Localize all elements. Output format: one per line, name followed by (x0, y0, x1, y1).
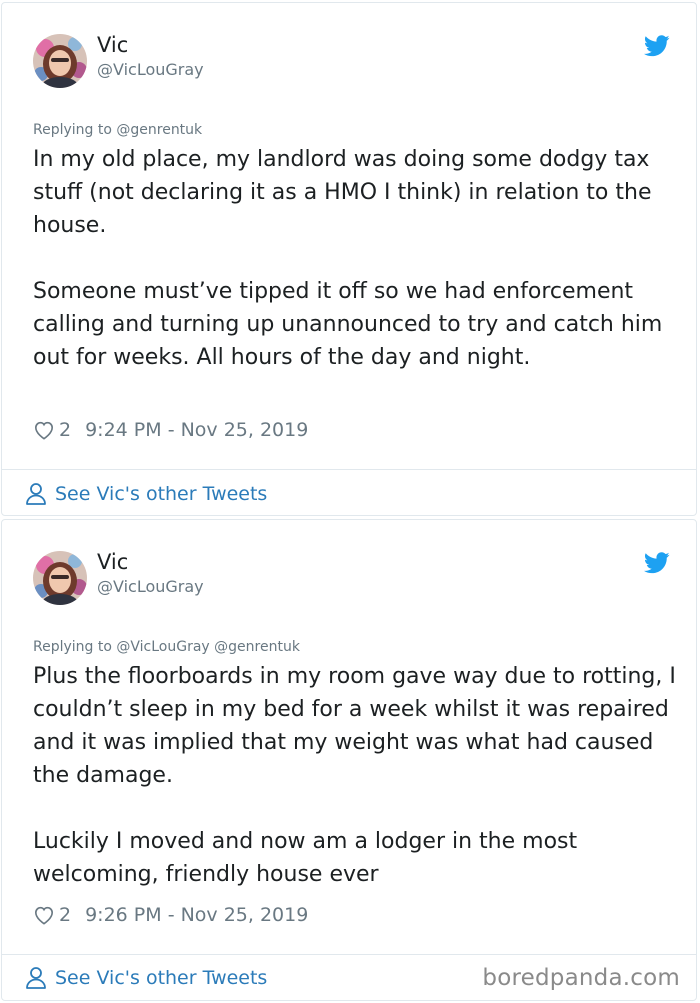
heart-icon[interactable] (33, 905, 55, 925)
author-name[interactable]: Vic (97, 33, 129, 57)
see-other-tweets-link[interactable] (25, 966, 267, 990)
watermark: boredpanda.com (482, 965, 680, 991)
tweet-text: In my old place, my landlord was doing some dodgy tax stuff (not declaring it as a HMO I think) in relation to the house. Someone must’ve tipped it off so we had enforcement calling and turning up unannounced to try and catch him out for weeks. All hours of the day and night. (33, 147, 663, 370)
person-icon (25, 966, 47, 990)
divider (2, 954, 696, 955)
twitter-bird-icon[interactable] (644, 552, 670, 574)
see-other-tweets-link[interactable] (25, 482, 267, 506)
twitter-bird-icon[interactable] (644, 35, 670, 57)
timestamp[interactable]: 9:24 PM - Nov 25, 2019 (85, 419, 309, 441)
timestamp[interactable]: 9:26 PM - Nov 25, 2019 (85, 904, 309, 926)
author-handle[interactable]: @VicLouGray (97, 577, 204, 596)
author-handle[interactable]: @VicLouGray (97, 60, 204, 79)
divider (2, 469, 696, 470)
person-icon (25, 482, 47, 506)
tweet-meta (33, 903, 308, 927)
see-other-tweets-label: See Vic's other Tweets (55, 483, 268, 505)
tweet-card (1, 519, 697, 1001)
tweet-text: Plus the floorboards in my room gave way due to rotting, I couldn’t sleep in my bed for a week whilst it was repaired and it was implied that my weight was what had caused the damage. Luckily I moved and now am a lodger in the most welcoming, friendly house ever (33, 664, 676, 887)
avatar[interactable] (33, 551, 87, 605)
tweet-card (1, 2, 697, 516)
replying-to[interactable]: Replying to @VicLouGray @genrentuk (33, 639, 300, 655)
see-other-tweets-label: See Vic's other Tweets (55, 967, 268, 989)
replying-to[interactable]: Replying to @genrentuk (33, 122, 203, 138)
author-name[interactable]: Vic (97, 550, 129, 574)
like-count[interactable]: 2 (59, 904, 72, 926)
avatar[interactable] (33, 34, 87, 88)
like-count[interactable]: 2 (59, 419, 72, 441)
heart-icon[interactable] (33, 420, 55, 440)
tweet-meta (33, 418, 308, 442)
